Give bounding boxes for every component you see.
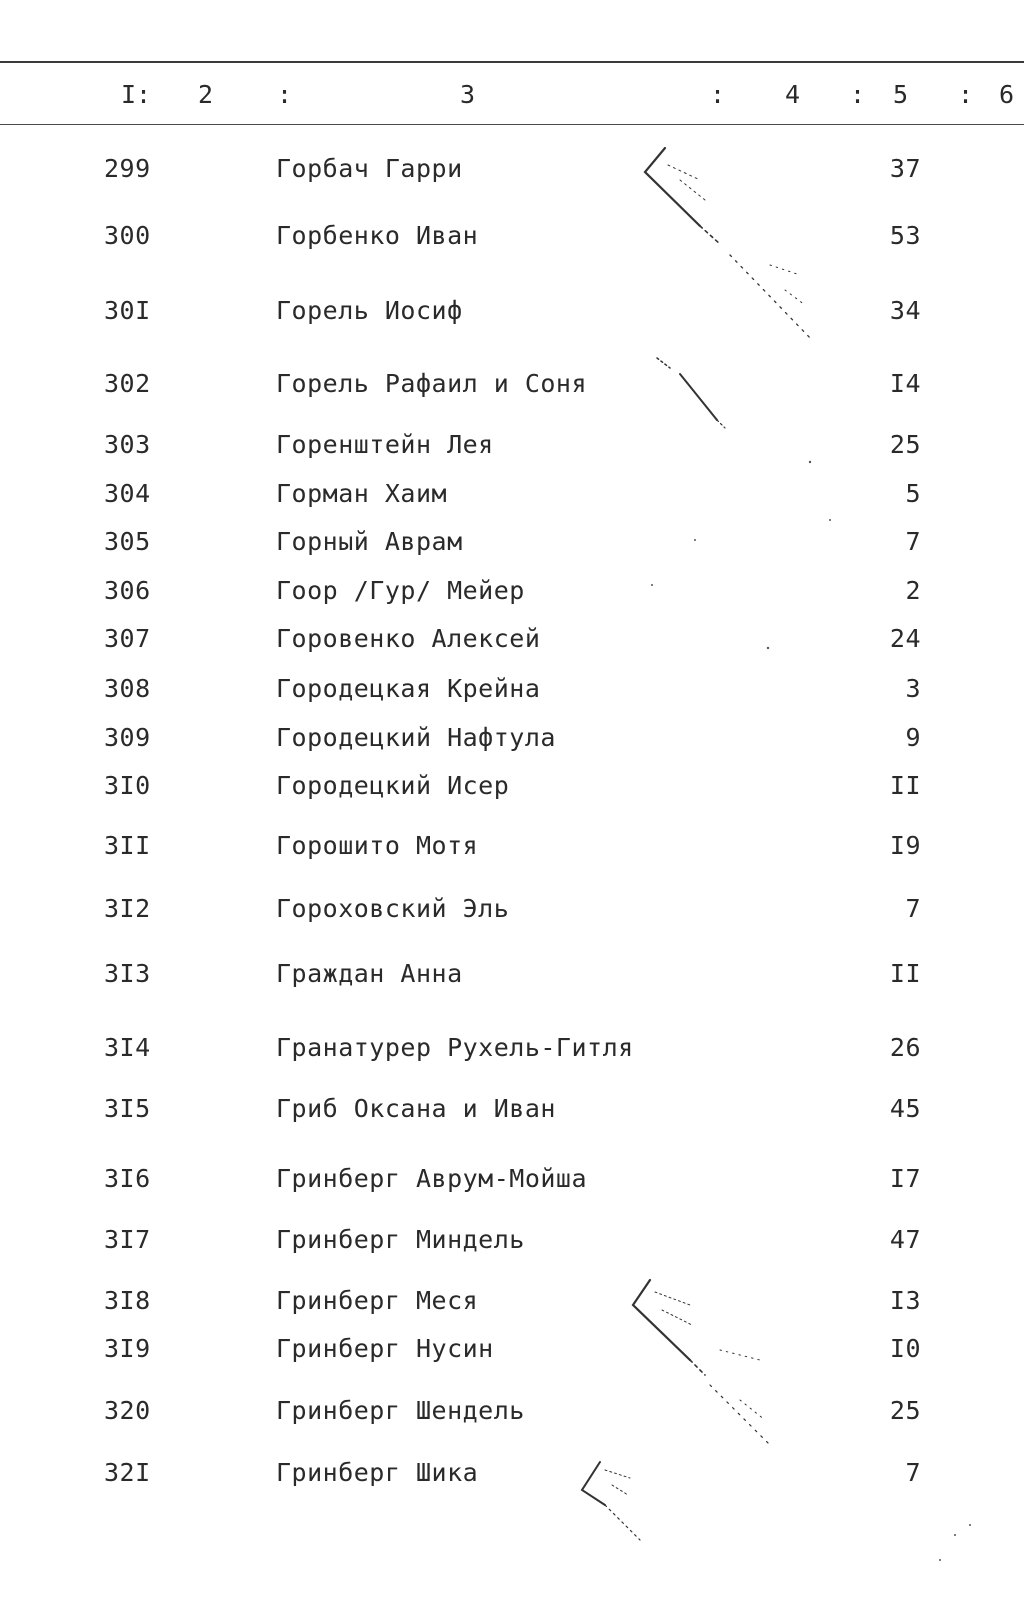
record-value: 9 [905, 723, 921, 752]
record-name: Гороховский Эль [276, 894, 510, 923]
record-name: Городецкая Крейна [276, 674, 541, 703]
header-col-3: 3 [460, 80, 476, 109]
header-separator: : [277, 80, 293, 109]
table-row [0, 1455, 1024, 1491]
table-row [0, 476, 1024, 512]
table-row [0, 768, 1024, 804]
record-value: 25 [889, 430, 921, 459]
record-name: Горман Хаим [276, 479, 448, 508]
record-number: 299 [104, 154, 151, 183]
table-row [0, 671, 1024, 707]
table-row [0, 1030, 1024, 1066]
record-name: Горенштейн Лея [276, 430, 494, 459]
record-number: 303 [104, 430, 151, 459]
record-number: 3I4 [104, 1033, 151, 1062]
record-number: 32I [104, 1458, 151, 1487]
record-name: Гранатурер Рухель-Гитля [276, 1033, 634, 1062]
table-row [0, 366, 1024, 402]
table-row [0, 293, 1024, 329]
table-row [0, 828, 1024, 864]
record-name: Гринберг Миндель [276, 1225, 525, 1254]
record-value: I4 [889, 369, 921, 398]
record-name: Горель Рафаил и Соня [276, 369, 588, 398]
record-name: Граждан Анна [276, 959, 463, 988]
table-row [0, 1393, 1024, 1429]
table-row [0, 1331, 1024, 1367]
record-name: Гринберг Нусин [276, 1334, 494, 1363]
record-number: 304 [104, 479, 151, 508]
table-row [0, 151, 1024, 187]
table-row [0, 1091, 1024, 1127]
record-value: II [889, 771, 921, 800]
record-name: Горель Иосиф [276, 296, 463, 325]
record-value: 24 [889, 624, 921, 653]
table-row [0, 621, 1024, 657]
record-value: II [889, 959, 921, 988]
header-col-4: 4 [785, 80, 801, 109]
table-row [0, 891, 1024, 927]
record-value: 7 [905, 527, 921, 556]
record-number: 309 [104, 723, 151, 752]
record-value: 37 [889, 154, 921, 183]
record-number: 30I [104, 296, 151, 325]
header-bottom-rule [0, 124, 1024, 125]
record-value: 7 [905, 1458, 921, 1487]
record-number: 3I9 [104, 1334, 151, 1363]
record-name: Горошито Мотя [276, 831, 479, 860]
record-number: 307 [104, 624, 151, 653]
record-name: Гринберг Шика [276, 1458, 479, 1487]
record-value: I7 [889, 1164, 921, 1193]
record-name: Гринберг Меся [276, 1286, 479, 1315]
record-name: Гриб Оксана и Иван [276, 1094, 556, 1123]
record-value: 26 [889, 1033, 921, 1062]
header-col-5: 5 [893, 80, 909, 109]
table-row [0, 218, 1024, 254]
table-row [0, 1283, 1024, 1319]
table-row [0, 524, 1024, 560]
header-col-6: 6 [999, 80, 1015, 109]
table-row [0, 1222, 1024, 1258]
header-separator: : [850, 80, 866, 109]
record-value: I3 [889, 1286, 921, 1315]
record-number: 3I2 [104, 894, 151, 923]
record-value: 7 [905, 894, 921, 923]
record-value: 45 [889, 1094, 921, 1123]
record-name: Гринберг Шендель [276, 1396, 525, 1425]
record-name: Горбач Гарри [276, 154, 463, 183]
header-top-rule [0, 61, 1024, 63]
record-number: 3I0 [104, 771, 151, 800]
record-number: 3II [104, 831, 151, 860]
record-name: Городецкий Нафтула [276, 723, 556, 752]
table-row [0, 1161, 1024, 1197]
record-value: 3 [905, 674, 921, 703]
record-number: 320 [104, 1396, 151, 1425]
record-value: 47 [889, 1225, 921, 1254]
record-number: 3I3 [104, 959, 151, 988]
record-number: 305 [104, 527, 151, 556]
record-number: 3I7 [104, 1225, 151, 1254]
record-number: 300 [104, 221, 151, 250]
record-value: 5 [905, 479, 921, 508]
record-value: 34 [889, 296, 921, 325]
table-row [0, 720, 1024, 756]
header-col-1: I: [121, 80, 152, 109]
record-number: 3I5 [104, 1094, 151, 1123]
record-number: 308 [104, 674, 151, 703]
record-number: 302 [104, 369, 151, 398]
record-name: Горовенко Алексей [276, 624, 541, 653]
record-value: I9 [889, 831, 921, 860]
header-separator: : [710, 80, 726, 109]
record-value: 2 [905, 576, 921, 605]
header-separator: : [958, 80, 974, 109]
record-name: Горбенко Иван [276, 221, 479, 250]
record-name: Гоор /Гур/ Мейер [276, 576, 525, 605]
table-row [0, 427, 1024, 463]
record-name: Гринберг Аврум-Мойша [276, 1164, 588, 1193]
record-number: 3I8 [104, 1286, 151, 1315]
table-row [0, 956, 1024, 992]
record-value: I0 [889, 1334, 921, 1363]
record-number: 3I6 [104, 1164, 151, 1193]
record-value: 53 [889, 221, 921, 250]
record-name: Горный Аврам [276, 527, 463, 556]
record-name: Городецкий Исер [276, 771, 510, 800]
header-col-2: 2 [198, 80, 214, 109]
record-number: 306 [104, 576, 151, 605]
record-value: 25 [889, 1396, 921, 1425]
table-row [0, 573, 1024, 609]
